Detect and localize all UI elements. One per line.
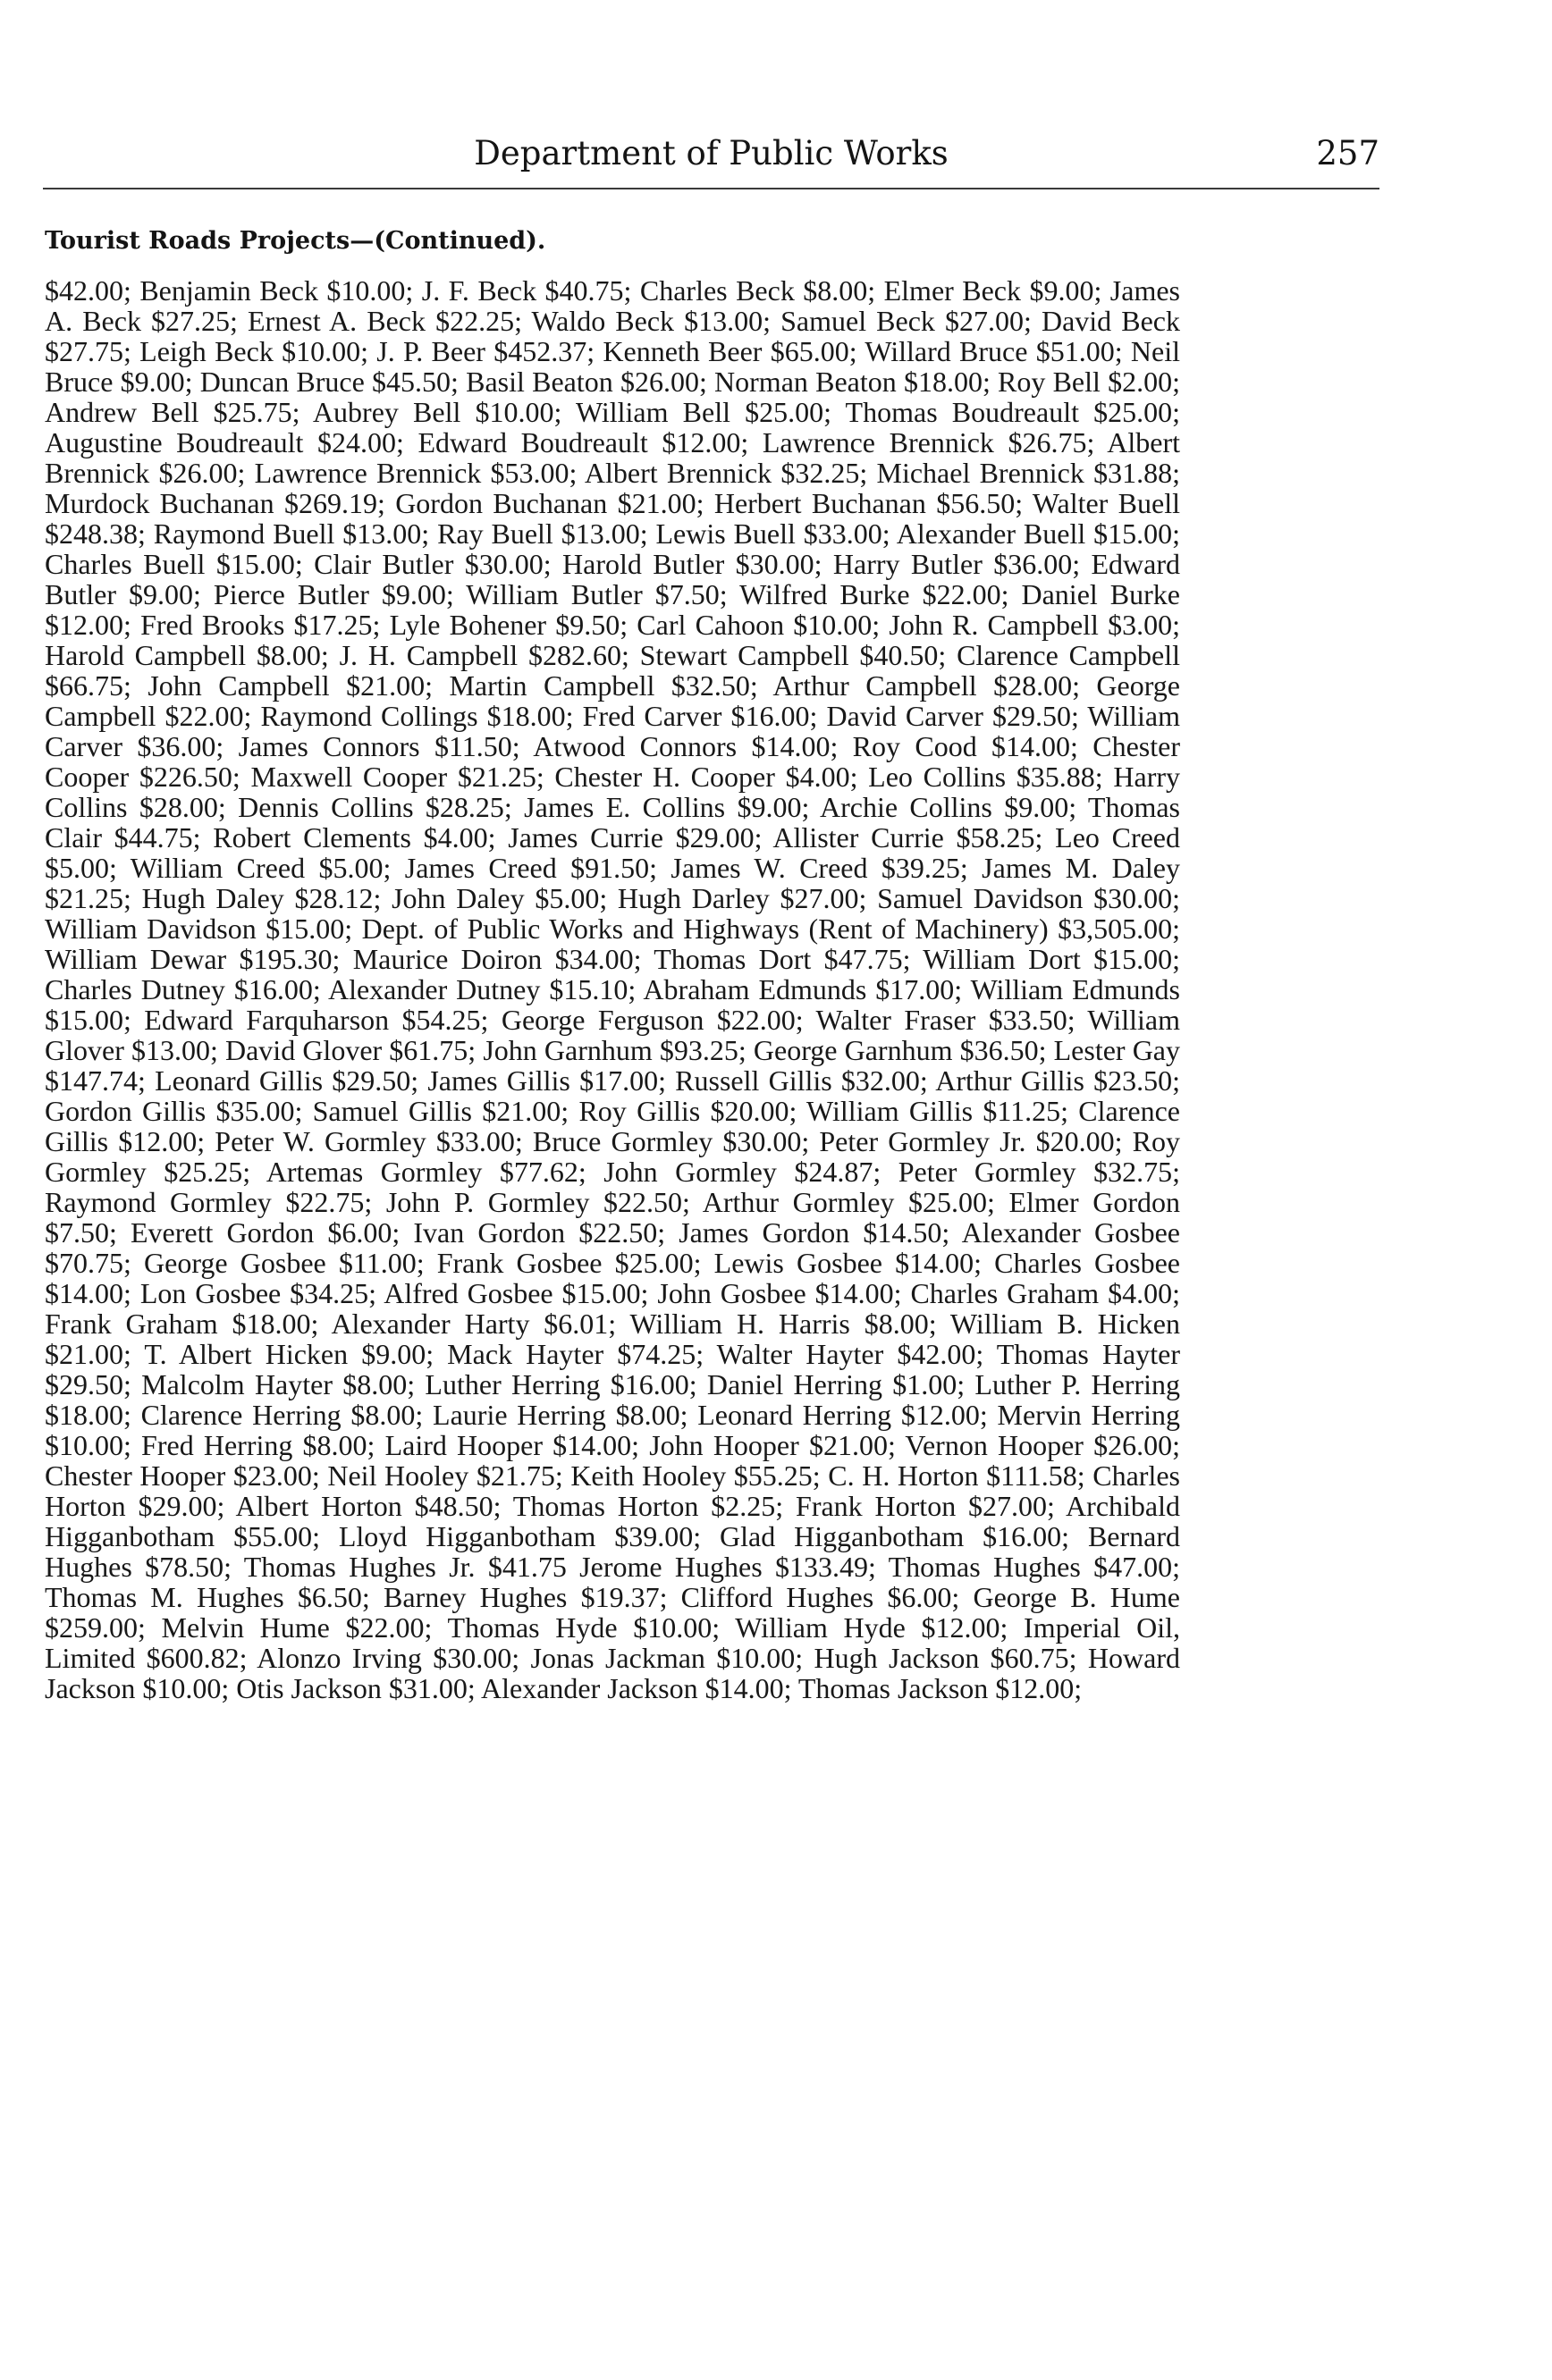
running-header [43,125,1379,182]
body-paragraph: $42.00; Benjamin Beck $10.00; J. F. Beck $40.75; Charles Beck $8.00; Elmer Beck $9.00; James A. Beck $27.25; Ernest A. Beck $22.25; Waldo Beck $13.00; Samuel Beck $27.00; David Beck $27.75; Leigh Beck $10.00; J. P. Beer $452.37; Kenneth Beer $65.00; Willard Bruce $51.00; Neil Bruce $9.00; Duncan Bruce $45.50; Basil Beaton $26.00; Norman Beaton $18.00; Roy Bell $2.00; Andrew Bell $25.75; Aubrey Bell $10.00; William Bell $25.00; Thomas Boudreault $25.00; Augustine Boudreault $24.00; Edward Boudreault $12.00; Lawrence Brennick $26.75; Albert Brennick $26.00; Lawrence Brennick $53.00; Albert Brennick $32.25; Michael Brennick $31.88; Murdock Buchanan $269.19; Gordon Buchanan $21.00; Herbert Buchanan $56.50; Walter Buell $248.38; Raymond Buell $13.00; Ray Buell $13.00; Lewis Buell $33.00; Alexander Buell $15.00; Charles Buell $15.00; Clair Butler $30.00; Harold Butler $30.00; Harry Butler $36.00; Edward Butler $9.00; Pierce Butler $9.00; William Butler $7.50; Wilfred Burke $22.00; Daniel Burke $12.00; Fred Brooks $17.25; Lyle Bohener $9.50; Carl Cahoon $10.00; John R. Campbell $3.00; Harold Campbell $8.00; J. H. Campbell $282.60; Stewart Campbell $40.50; Clarence Campbell $66.75; John Campbell $21.00; Martin Campbell $32.50; Arthur Campbell $28.00; George Campbell $22.00; Raymond Collings $18.00; Fred Carver $16.00; David Carver $29.50; William Carver $36.00; James Connors $11.50; Atwood Connors $14.00; Roy Cood $14.00; Chester Cooper $226.50; Maxwell Cooper $21.25; Chester H. Cooper $4.00; Leo Collins $35.88; Harry Collins $28.00; Dennis Collins $28.25; James E. Collins $9.00; Archie Collins $9.00; Thomas Clair $44.75; Robert Clements $4.00; James Currie $29.00; Allister Currie $58.25; Leo Creed $5.00; William Creed $5.00; James Creed $91.50; James W. Creed $39.25; James M. Daley $21.25; Hugh Daley $28.12; John Daley $5.00; Hugh Darley $27.00; Samuel Davidson $30.00; William Davidson $15.00; Dept. of Public Works and Highways (Rent of Machinery) $3,505.00; William Dewar $195.30; Maurice Doiron $34.00; Thomas Dort $47.75; William Dort $15.00; Charles Dutney $16.00; Alexander Dutney $15.10; Abraham Edmunds $17.00; William Edmunds $15.00; Edward Farquharson $54.25; George Ferguson $22.00; Walter Fraser $33.50; William Glover $13.00; David Glover $61.75; John Garnhum $93.25; George Garnhum $36.50; Lester Gay $147.74; Leonard Gillis $29.50; James Gillis $17.00; Russell Gillis $32.00; Arthur Gillis $23.50; Gordon Gillis $35.00; Samuel Gillis $21.00; Roy Gillis $20.00; William Gillis $11.25; Clarence Gillis $12.00; Peter W. Gormley $33.00; Bruce Gormley $30.00; Peter Gormley Jr. $20.00; Roy Gormley $25.25; Artemas Gormley $77.62; John Gormley $24.87; Peter Gormley $32.75; Raymond Gormley $22.75; John P. Gormley $22.50; Arthur Gormley $25.00; Elmer Gordon $7.50; Everett Gordon $6.00; Ivan Gordon $22.50; James Gordon $14.50; Alexander Gosbee $70.75; George Gosbee $11.00; Frank Gosbee $25.00; Lewis Gosbee $14.00; Charles Gosbee $14.00; Lon Gosbee $34.25; Alfred Gosbee $15.00; John Gosbee $14.00; Charles Graham $4.00; Frank Graham $18.00; Alexander Harty $6.01; William H. Harris $8.00; William B. Hicken $21.00; T. Albert Hicken $9.00; Mack Hayter $74.25; Walter Hayter $42.00; Thomas Hayter $29.50; Malcolm Hayter $8.00; Luther Herring $16.00; Daniel Herring $1.00; Luther P. Herring $18.00; Clarence Herring $8.00; Laurie Herring $8.00; Leonard Herring $12.00; Mervin Herring $10.00; Fred Herring $8.00; Laird Hooper $14.00; John Hooper $21.00; Vernon Hooper $26.00; Chester Hooper $23.00; Neil Hooley $21.75; Keith Hooley $55.25; C. H. Horton $111.58; Charles Horton $29.00; Albert Horton $48.50; Thomas Horton $2.25; Frank Horton $27.00; Archibald Higganbotham $55.00; Lloyd Higganbotham $39.00; Glad Higganbotham $16.00; Bernard Hughes $78.50; Thomas Hughes Jr. $41.75 Jerome Hughes $133.49; Thomas Hughes $47.00; Thomas M. Hughes $6.50; Barney Hughes $19.37; Clifford Hughes $6.00; George B. Hume $259.00; Melvin Hume $22.00; Thomas Hyde $10.00; William Hyde $12.00; Imperial Oil, Limited $600.82; Alonzo Irving $30.00; Jonas Jackman $10.00; Hugh Jackson $60.75; Howard Jackson $10.00; Otis Jackson $31.00; Alexander Jackson $14.00; Thomas Jackson $12.00; [45,274,1180,1704]
section-heading: Tourist Roads Projects—(Continued). [45,227,546,255]
header-rule [43,188,1379,189]
page-number: 257 [1316,134,1379,172]
page-title: Department of Public Works [474,134,949,172]
